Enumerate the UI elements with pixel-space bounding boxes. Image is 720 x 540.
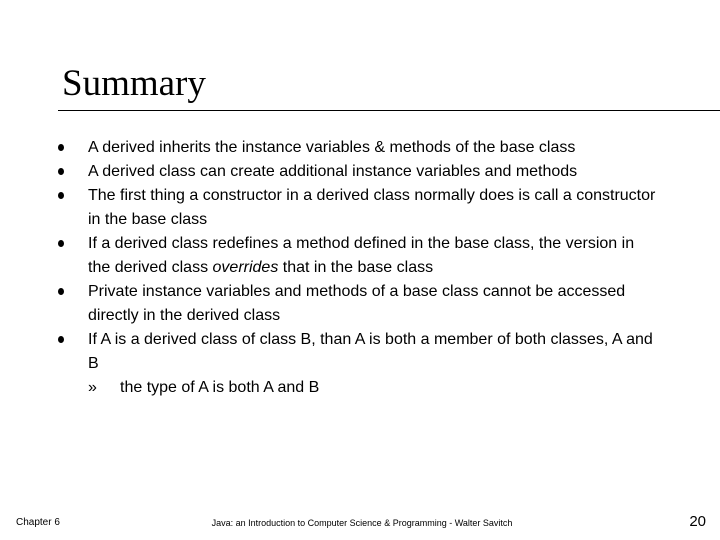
bullet-text: A derived inherits the instance variables & methods of the base class	[88, 139, 576, 156]
bullet-dot-icon	[58, 336, 64, 343]
sub-bullet-text: the type of A is both A and B	[120, 379, 320, 396]
bullet-item	[58, 232, 658, 280]
bullet-item	[58, 328, 658, 400]
slide-title: Summary	[62, 63, 206, 104]
bullet-dot-icon	[58, 144, 64, 151]
bullet-item	[58, 280, 658, 328]
title-divider	[58, 110, 720, 111]
bullet-item	[58, 160, 658, 184]
bullet-list	[58, 136, 658, 400]
bullet-dot-icon	[58, 240, 64, 247]
bullet-text-before: If a derived class redefines a method defined in the base class, the version in the derived class	[88, 235, 635, 276]
bullet-item	[58, 184, 658, 232]
sub-bullet-item	[88, 376, 658, 400]
footer-book-title: Java: an Introduction to Computer Science & Programming - Walter Savitch	[211, 518, 513, 528]
bullet-text-after: that in the base class	[278, 259, 434, 276]
bullet-text	[88, 235, 634, 276]
bullet-text: A derived class can create additional instance variables and methods	[88, 163, 578, 180]
bullet-text: The first thing a constructor in a derived class normally does is call a constructor in the base class	[88, 187, 656, 228]
bullet-text: If A is a derived class of class B, than A is both a member of both classes, A and B	[88, 331, 653, 372]
bullet-text: Private instance variables and methods of a base class cannot be accessed directly in the derived class	[88, 283, 626, 324]
bullet-item	[58, 136, 658, 160]
bullet-dot-icon	[58, 288, 64, 295]
bullet-text-emphasis: overrides	[212, 259, 279, 276]
footer-chapter: Chapter 6	[16, 517, 60, 528]
bullet-dot-icon	[58, 192, 64, 199]
bullet-dot-icon	[58, 168, 64, 175]
sub-bullet-marker: »	[88, 379, 97, 396]
page-number: 20	[689, 513, 706, 530]
